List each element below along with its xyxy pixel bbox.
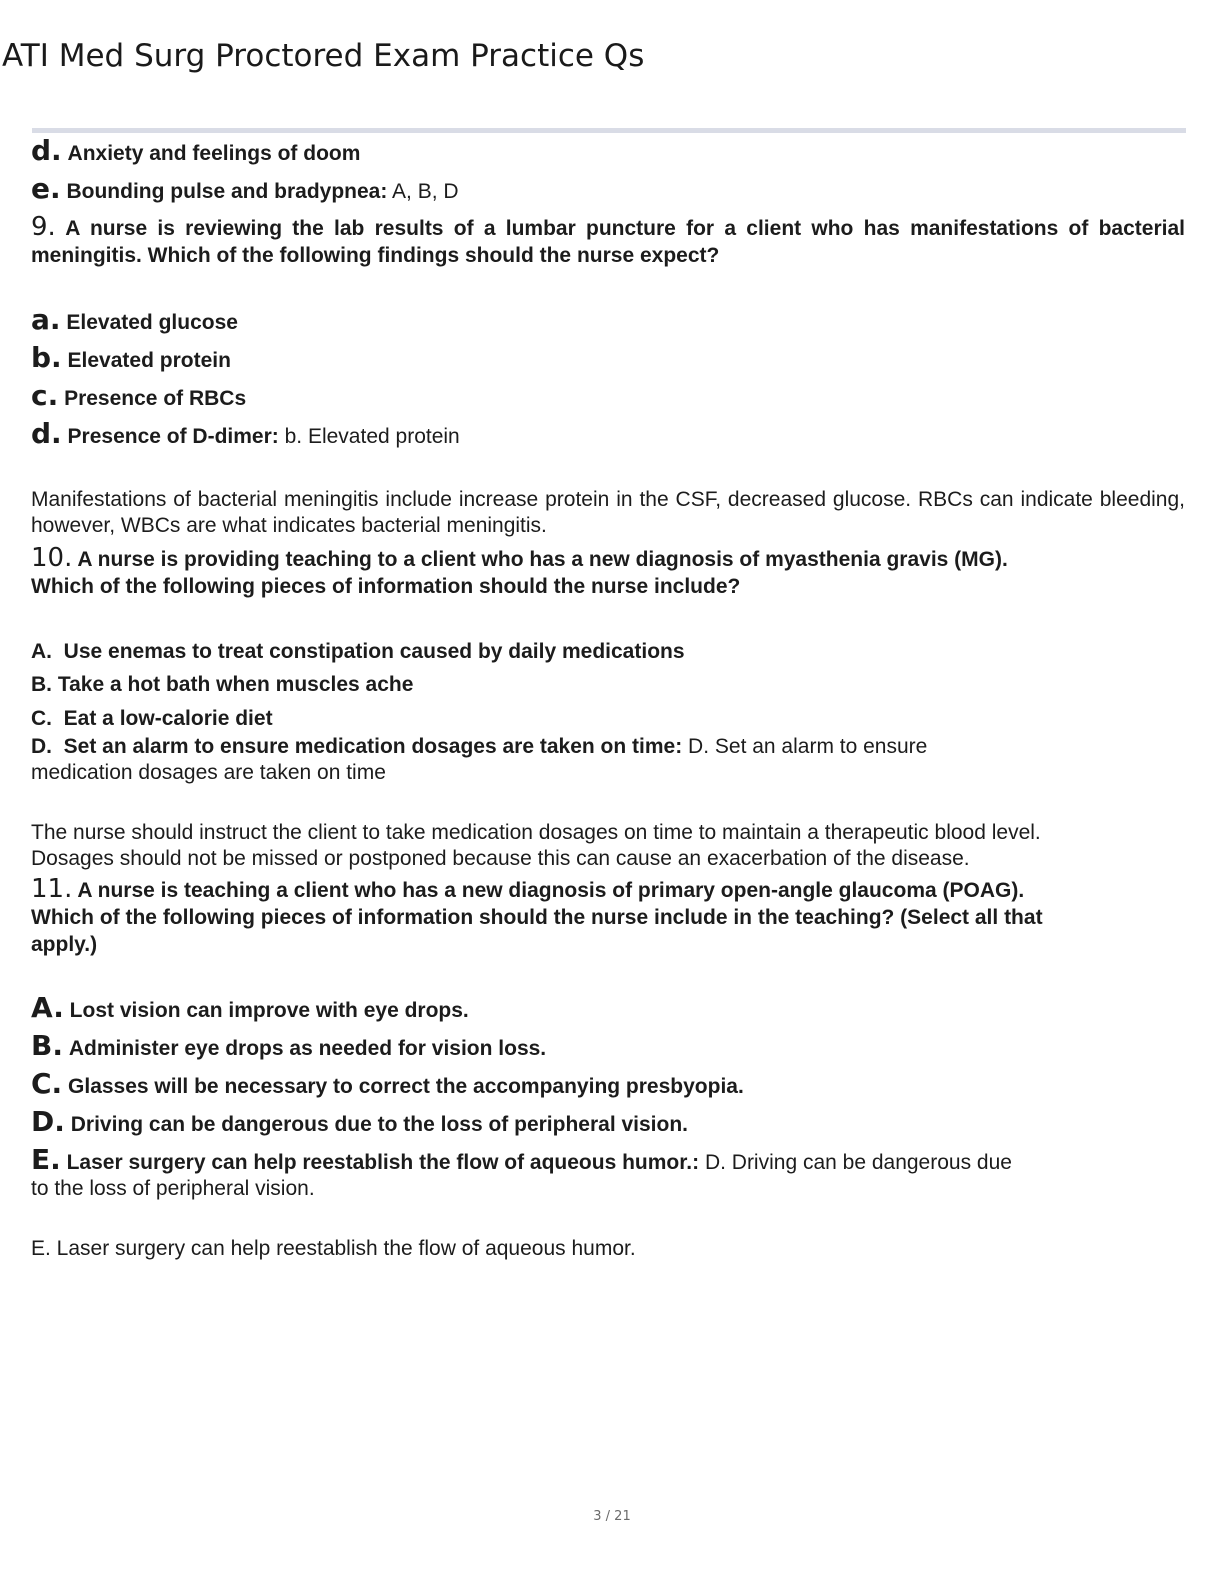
option-text: Eat a low-calorie diet [63,707,273,730]
option-letter: A. [31,991,64,1024]
rationale-text: Dosages should not be missed or postponed because this can cause an exacerbation of the disease. [31,847,970,870]
q10-question [31,545,1185,600]
question-number: 9. [31,212,56,242]
option-text: Driving can be dangerous due to the loss of peripheral vision. [70,1113,689,1136]
answer-text: A, B, D [392,180,459,203]
option-letter: D. [31,735,52,758]
option-letter: A. [31,640,52,663]
answer-text: b. Elevated protein [284,425,460,448]
option-letter: B. [31,673,52,696]
option-text: Set an alarm to ensure medication dosages are taken on time: [63,735,683,758]
q11-option-c [31,1067,1185,1100]
option-text: Elevated glucose [66,311,238,334]
q10-option-c [31,707,1185,731]
question-number: 11. [31,874,73,904]
option-letter: E. [31,1143,61,1176]
q9-option-c [31,379,1185,412]
page-number: 3 / 21 [593,1509,631,1524]
option-text: Presence of D-dimer: [67,425,279,448]
question-number: 10. [31,543,73,573]
q8-option-d [31,134,1185,167]
question-text: Which of the following pieces of information should the nurse include? [31,575,741,598]
option-letter: d. [31,134,62,167]
option-letter: e. [31,172,61,205]
question-text: A nurse is reviewing the lab results of a lumbar puncture for a client who has manifestations of bacterial meningitis. Which of the following findings should the nurse expect? [31,217,1185,267]
q9-option-b [31,341,1185,374]
option-letter: D. [31,1105,65,1138]
option-text: Glasses will be necessary to correct the accompanying presbyopia. [68,1075,744,1098]
q10-option-b [31,673,1185,697]
option-text: Presence of RBCs [64,387,247,410]
option-letter: d. [31,417,62,450]
rationale-text: The nurse should instruct the client to take medication dosages on time to maintain a therapeutic blood level. [31,821,1041,844]
question-text: A nurse is teaching a client who has a new diagnosis of primary open-angle glaucoma (POAG). [77,879,1025,902]
answer-text: medication dosages are taken on time [31,761,386,784]
answer-text: to the loss of peripheral vision. [31,1177,315,1200]
question-text: Which of the following pieces of information should the nurse include in the teaching? (Select all that [31,906,1043,929]
q9-option-a [31,303,1185,336]
q8-option-e [31,172,1185,205]
q9-option-d [31,417,1185,450]
question-text: A nurse is providing teaching to a client who has a new diagnosis of myasthenia gravis (MG). [77,548,1008,571]
q10-option-a [31,640,1185,664]
q10-option-d [31,734,1185,786]
option-letter: b. [31,341,62,374]
option-text: Administer eye drops as needed for vision loss. [68,1037,547,1060]
option-text: Bounding pulse and bradypnea: [66,180,388,203]
q11-option-b [31,1029,1185,1062]
q11-option-e [31,1143,1185,1202]
answer-text: D. Set an alarm to ensure [688,735,928,758]
option-text: Use enemas to treat constipation caused by daily medications [63,640,685,663]
q11-answer-extra: E. Laser surgery can help reestablish the flow of aqueous humor. [31,1237,636,1260]
answer-text: D. Driving can be dangerous due [704,1151,1012,1174]
question-text: apply.) [31,933,98,956]
option-letter: C. [31,1067,63,1100]
option-text: Take a hot bath when muscles ache [57,673,414,696]
option-text: Elevated protein [67,349,231,372]
q11-question [31,876,1185,958]
option-text: Lost vision can improve with eye drops. [69,999,469,1022]
q11-option-d [31,1105,1185,1138]
q10-rationale [31,820,1185,872]
page-title: ATI Med Surg Proctored Exam Practice Qs [2,38,645,74]
q9-question [31,214,1185,269]
q11-option-a [31,991,1185,1024]
option-letter: c. [31,379,59,412]
option-letter: C. [31,707,52,730]
option-text: Anxiety and feelings of doom [67,142,361,165]
option-text: Laser surgery can help reestablish the flow of aqueous humor.: [66,1151,700,1174]
q9-rationale: Manifestations of bacterial meningitis include increase protein in the CSF, decreased glucose. RBCs can indicate bleeding, however, WBCs are what indicates bacterial meningitis. [31,488,1185,537]
page-content [31,133,1185,1262]
option-letter: B. [31,1029,63,1062]
option-letter: a. [31,303,61,336]
